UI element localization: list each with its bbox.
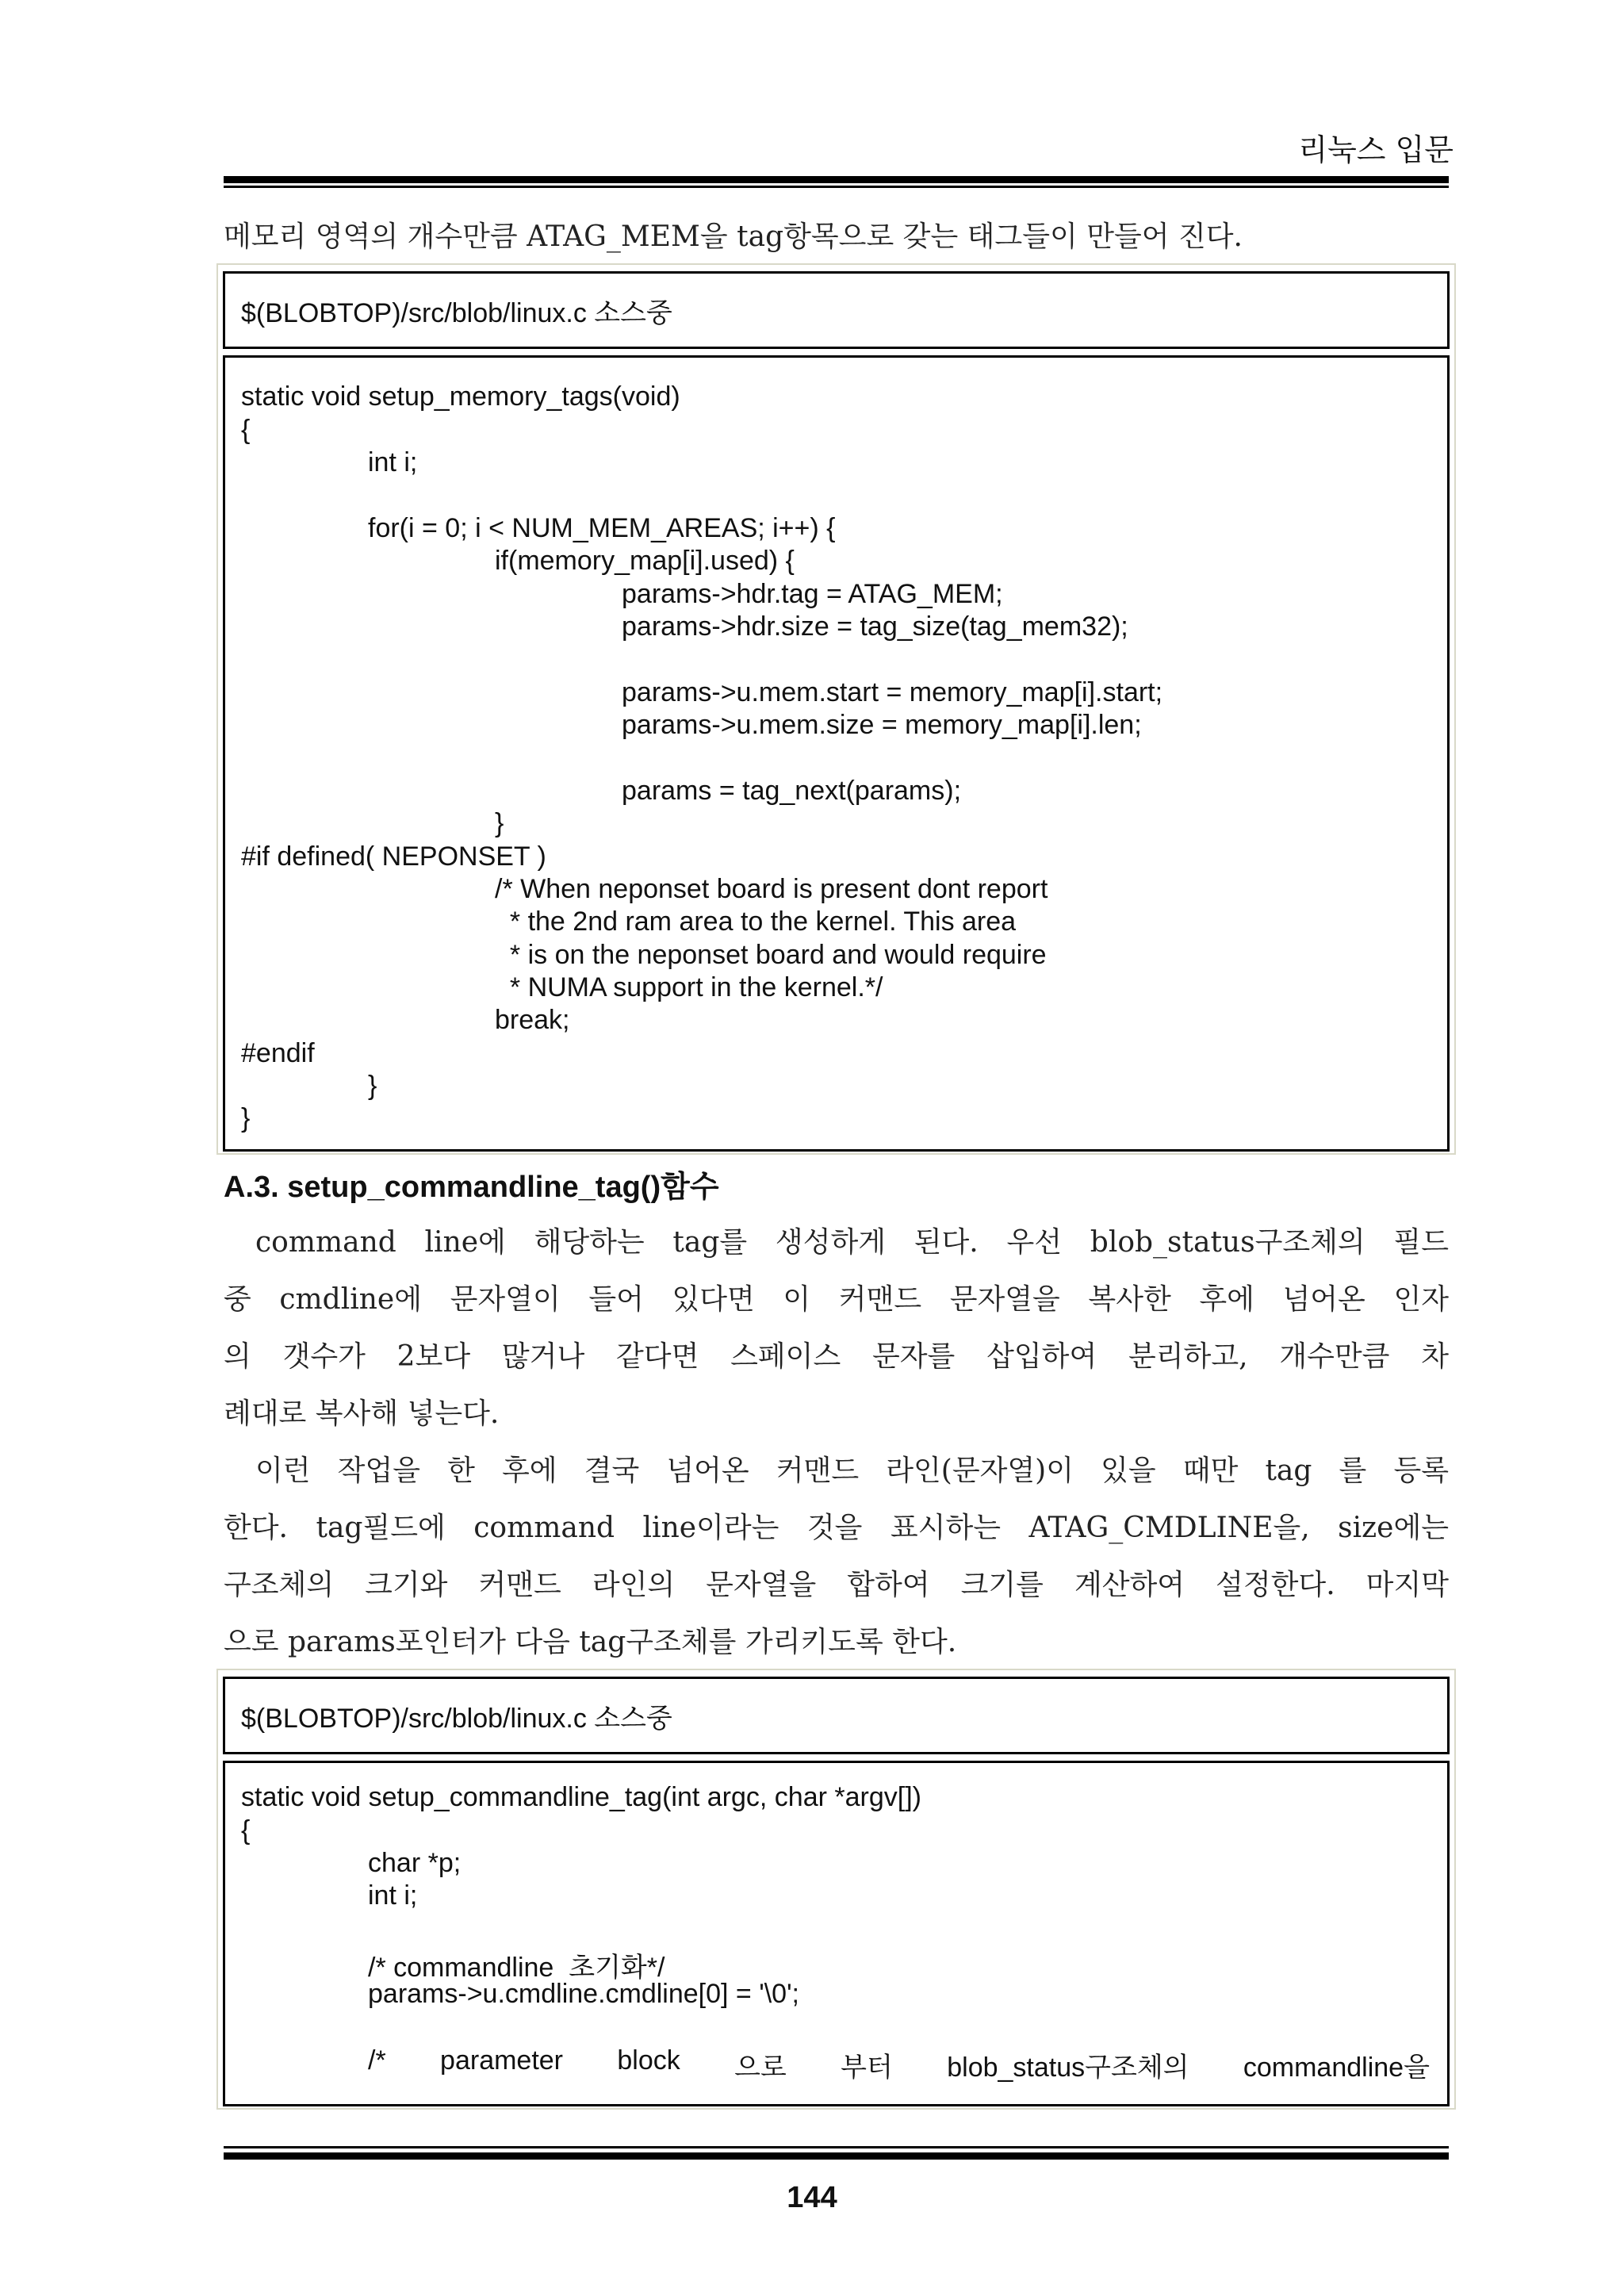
code-token: commandline을	[1243, 2053, 1430, 2083]
paragraph-2-line: 한다. tag필드에 command line이라는 것을 표시하는 ATAG_CMDLINE을, size에는	[224, 1512, 1449, 1544]
running-header: 리눅스 입문	[1298, 132, 1454, 167]
code-line: int i;	[368, 1880, 418, 1911]
code-line: static void setup_memory_tags(void)	[241, 381, 680, 412]
code-line: {	[241, 1815, 251, 1846]
code-line: /* When neponset board is present dont report	[495, 874, 1048, 904]
code-block-2	[216, 1669, 1456, 2110]
code-line: {	[241, 415, 251, 445]
code-line: * the 2nd ram area to the kernel. This area	[495, 907, 1017, 937]
code-line: }	[368, 1071, 377, 1101]
code-block-1-body	[223, 355, 1450, 1152]
code-line: break;	[495, 1005, 570, 1035]
code-token: parameter	[440, 2045, 564, 2076]
code-line: * is on the neponset board and would require	[495, 940, 1047, 970]
paragraph-1-line: 의 갯수가 2보다 많거나 같다면 스페이스 문자를 삽입하여 분리하고, 개수만큼 차	[224, 1340, 1449, 1373]
code-block-1	[216, 263, 1456, 1155]
code-line: params = tag_next(params);	[622, 776, 962, 806]
paragraph-1-line: 중 cmdline에 문자열이 들어 있다면 이 커맨드 문자열을 복사한 후에 넘어온 인자	[224, 1283, 1449, 1316]
code-line: params->hdr.size = tag_size(tag_mem32);	[622, 611, 1128, 642]
code-line: params->u.mem.start = memory_map[i].start;	[622, 677, 1163, 707]
code-line: for(i = 0; i < NUM_MEM_AREAS; i++) {	[368, 513, 836, 543]
code-block-2-path: $(BLOBTOP)/src/blob/linux.c 소스중	[223, 1677, 1450, 1754]
code-line-spread	[368, 2045, 1430, 2084]
code-line: params->u.cmdline.cmdline[0] = '\0';	[368, 1979, 799, 2009]
code-line: #endif	[241, 1038, 315, 1068]
code-line: if(memory_map[i].used) {	[495, 546, 795, 576]
section-title: A.3. setup_commandline_tag()함수	[224, 1171, 719, 1204]
code-line: int i;	[368, 447, 418, 477]
paragraph-2-line: 으로 params포인터가 다음 tag구조체를 가리키도록 한다.	[224, 1626, 957, 1658]
code-line: }	[495, 808, 504, 838]
footer-rule-thin	[224, 2146, 1449, 2148]
code-line: static void setup_commandline_tag(int argc, char *argv[])	[241, 1782, 921, 1812]
code-token: /*	[368, 2045, 386, 2076]
footer-rule-thick	[224, 2152, 1449, 2160]
code-line: /* commandline 초기화*/	[368, 1953, 665, 1983]
header-rule-thick	[224, 176, 1449, 183]
code-token: 으로	[734, 2053, 787, 2083]
paragraph-2-line: 이런 작업을 한 후에 결국 넘어온 커맨드 라인(문자열)이 있을 때만 tag 를 등록	[255, 1455, 1449, 1487]
code-line: params->hdr.tag = ATAG_MEM;	[622, 579, 1003, 609]
code-block-2-body	[223, 1761, 1450, 2106]
code-token: 부터	[841, 2053, 893, 2083]
code-line: #if defined( NEPONSET )	[241, 841, 546, 872]
code-line: * NUMA support in the kernel.*/	[495, 972, 883, 1002]
header-rule-thin	[224, 186, 1449, 188]
paragraph-2-line: 구조체의 크기와 커맨드 라인의 문자열을 합하여 크기를 계산하여 설정한다. 마지막	[224, 1569, 1449, 1601]
page-number: 144	[787, 2181, 837, 2214]
code-line: params->u.mem.size = memory_map[i].len;	[622, 710, 1142, 740]
code-line: char *p;	[368, 1848, 462, 1878]
code-token: block	[617, 2045, 680, 2076]
paragraph-1-line: 례대로 복사해 넣는다.	[224, 1397, 500, 1430]
code-line: }	[241, 1103, 251, 1133]
code-token: blob_status구조체의	[947, 2053, 1189, 2083]
intro-line: 메모리 영역의 개수만큼 ATAG_MEM을 tag항목으로 갖는 태그들이 만들어 진다.	[224, 220, 1243, 253]
paragraph-1-line: command line에 해당하는 tag를 생성하게 된다. 우선 blob_status구조체의 필드	[255, 1226, 1449, 1259]
code-block-1-path: $(BLOBTOP)/src/blob/linux.c 소스중	[223, 271, 1450, 349]
